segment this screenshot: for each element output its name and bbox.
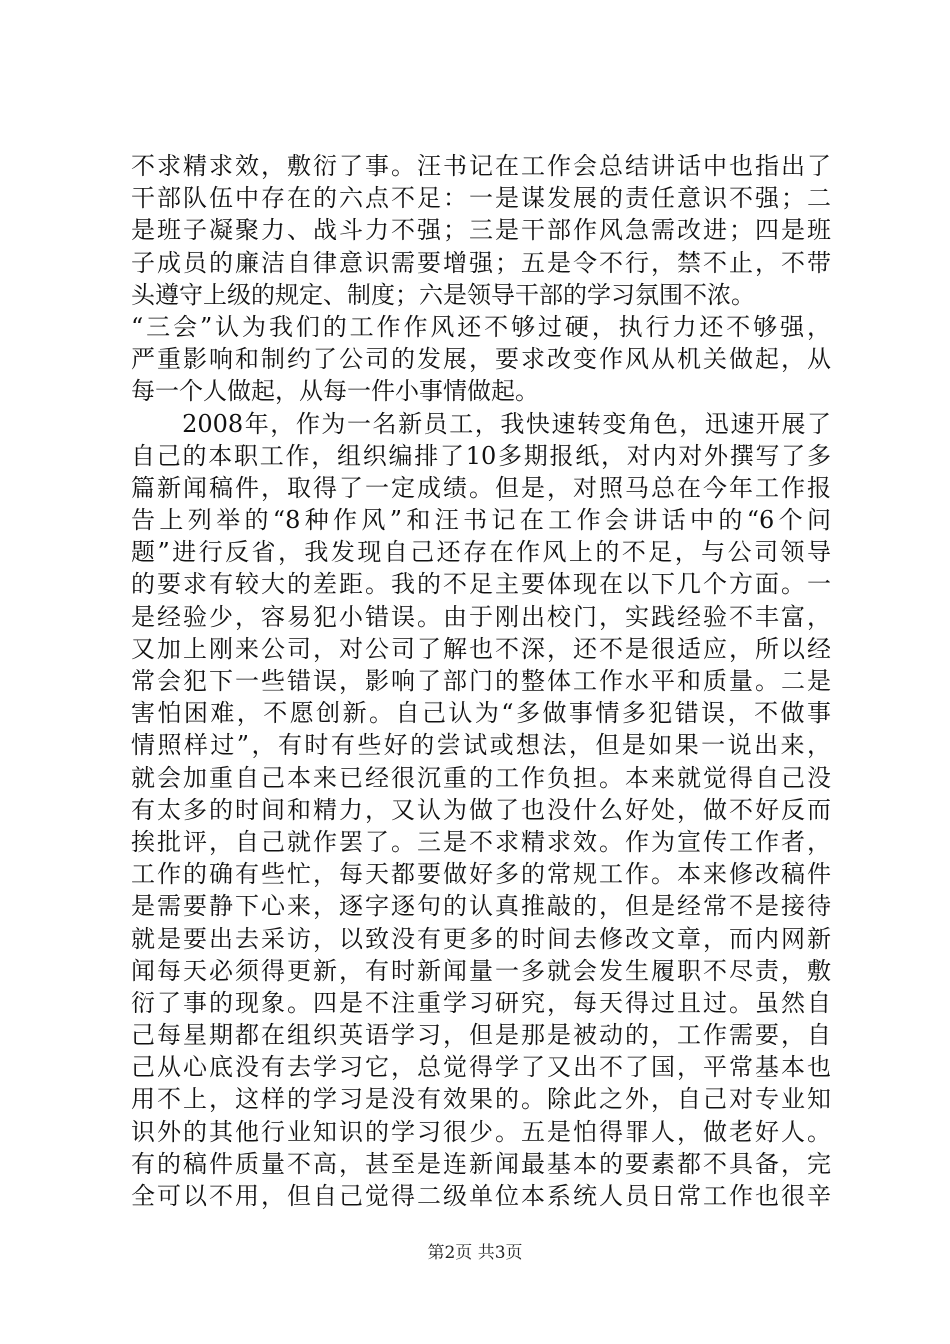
- text-line: 工作的确有些忙，每天都要做好多的常规工作。本来修改稿件: [131, 860, 831, 889]
- text-line: 识外的其他行业知识的学习很少。五是怕得罪人，做老好人。: [131, 1117, 831, 1146]
- text-line: 2008年，作为一名新员工，我快速转变角色，迅速开展了: [131, 409, 831, 438]
- page-number-footer: 第2页 共3页: [427, 1243, 523, 1263]
- text-line: 又加上刚来公司，对公司了解也不深，还不是很适应，所以经: [131, 634, 831, 663]
- text-line: 就会加重自己本来已经很沉重的工作负担。本来就觉得自己没: [131, 763, 831, 792]
- text-line: 严重影响和制约了公司的发展，要求改变作风从机关做起，从: [131, 345, 831, 374]
- text-line: 头遵守上级的规定、制度；六是领导干部的学习氛围不浓。: [131, 280, 755, 309]
- text-line: 有的稿件质量不高，甚至是连新闻最基本的要素都不具备，完: [131, 1149, 831, 1178]
- text-line: 闻每天必须得更新，有时新闻量一多就会发生履职不尽责，敷: [131, 956, 831, 985]
- text-line: “三会”认为我们的工作作风还不够过硬，执行力还不够强，: [131, 312, 831, 341]
- text-line: 己从心底没有去学习它，总觉得学了又出不了国，平常基本也: [131, 1053, 831, 1082]
- text-line: 的要求有较大的差距。我的不足主要体现在以下几个方面。一: [131, 570, 831, 599]
- text-line: 全可以不用，但自己觉得二级单位本系统人员日常工作也很辛: [131, 1182, 831, 1210]
- text-line: 篇新闻稿件，取得了一定成绩。但是，对照马总在今年工作报: [131, 473, 831, 502]
- text-line: 常会犯下一些错误，影响了部门的整体工作水平和质量。二是: [131, 667, 831, 695]
- text-line: 是班子凝聚力、战斗力不强；三是干部作风急需改进；四是班: [131, 216, 831, 245]
- text-line: 题”进行反省，我发现自己还存在作风上的不足，与公司领导: [131, 538, 831, 567]
- text-line: 挨批评，自己就作罢了。三是不求精求效。作为宣传工作者，: [131, 827, 831, 856]
- text-line: 用不上，这样的学习是没有效果的。除此之外，自己对专业知: [131, 1085, 831, 1114]
- text-line: 不求精求效，敷衍了事。汪书记在工作会总结讲话中也指出了: [131, 152, 831, 180]
- text-line: 害怕困难，不愿创新。自己认为“多做事情多犯错误，不做事: [131, 699, 831, 728]
- text-line: 衍了事的现象。四是不注重学习研究，每天得过且过。虽然自: [131, 988, 831, 1017]
- text-line: 自己的本职工作，组织编排了10多期报纸，对内对外撰写了多: [131, 441, 831, 470]
- text-line: 是需要静下心来，逐字逐句的认真推敲的，但是经常不是接待: [131, 892, 831, 921]
- text-line: 每一个人做起，从每一件小事情做起。: [131, 377, 539, 406]
- document-body: [131, 150, 831, 1212]
- text-line: 告上列举的“8种作风”和汪书记在工作会讲话中的“6个问: [131, 506, 831, 535]
- text-line: 情照样过”，有时有些好的尝试或想法，但是如果一说出来，: [131, 731, 831, 760]
- text-line: 就是要出去采访，以致没有更多的时间去修改文章，而内网新: [131, 924, 831, 953]
- text-line: 有太多的时间和精力，又认为做了也没什么好处，做不好反而: [131, 795, 831, 824]
- text-line: 干部队伍中存在的六点不足：一是谋发展的责任意识不强；二: [131, 184, 831, 213]
- text-line: 己每星期都在组织英语学习，但是那是被动的，工作需要，自: [131, 1021, 831, 1050]
- text-line: 子成员的廉洁自律意识需要增强；五是令不行，禁不止，不带: [131, 248, 831, 277]
- text-line: 是经验少，容易犯小错误。由于刚出校门，实践经验不丰富，: [131, 602, 831, 631]
